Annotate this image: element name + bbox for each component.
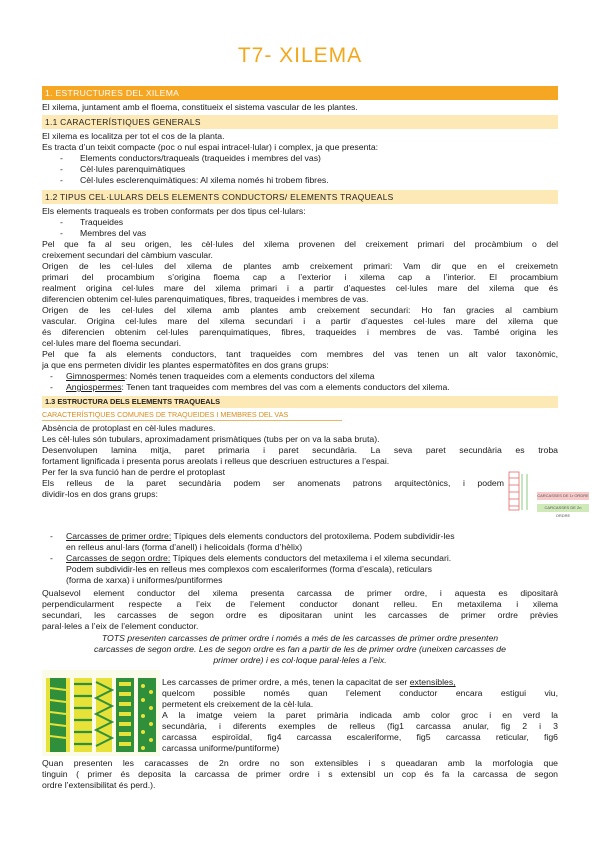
text-line: Per fer la sva funció han de perdre el protoplast [42, 467, 226, 477]
term: Carcasses de segon ordre: [66, 553, 171, 563]
text-line: paral·leles a l’eix de l’element conductor. [42, 621, 199, 631]
text-line: vascular. Origina cel·lules mare del xilema secundari i a partir d’aquestes cel·lules mare del xilema que [42, 316, 558, 326]
italic-note: TOTS presenten carcasses de primer ordre i només a més de les carcasses de primer ordre presenten [101, 633, 499, 643]
term: Gimnospermes [66, 371, 125, 381]
text-line: Quan presenten les caracasses de 2n ordre no son extensibles i s queadaran amb la morfologia que [42, 758, 558, 768]
text-line: secundari, les carcasses de segon ordre es dipositaran unint les carcasses de primer ordre prèvies [42, 610, 558, 620]
term-desc: : Tenen tant traqueides com membres del vas com a elements conductors del xilema. [121, 382, 450, 392]
text-line: carcassa espiroïdal, fig4 carcassa escaleriforme, fig5 carcassa reticular, fig6 [162, 732, 558, 742]
bullet-dash: - [60, 228, 63, 238]
section-1-intro: El xilema, juntament amb el floema, constitueix el sistema vascular de les plantes. [42, 102, 358, 112]
bullet-item: Cèl·lules parenquimàtiques [80, 164, 186, 174]
text-line: tinguin ( primer és deposita la carcassa de primer ordre i s extensibl un cop és fa la carcassa de segon [42, 769, 558, 779]
text-line: permetent els creixement de la cèl·lula. [162, 699, 314, 709]
bullet-dash: - [60, 153, 63, 163]
italic-note: carcasses de segon ordre. Les de segon ordre es fan a partir de les de primer ordre (uneixen carcasses de [94, 644, 506, 654]
section-1-heading: 1. ESTRUCTURES DEL XILEMA [42, 86, 558, 100]
section-1-3-heading: 1.3 ESTRUCTURA DELS ELEMENTS TRAQUEALS [42, 396, 558, 408]
text-line: Pel que fa als elements conductors, tant traqueides com membres del vas tenen un alt valor taxonòmic, [42, 349, 558, 359]
text-line: secundària, i diferents exemples de relleus (fig1 carcassa anular, fig 2 i 3 [162, 721, 558, 731]
text-line: cel·lules mare del floema secundari. [42, 338, 182, 348]
bullet-item: Elements conductors/traqueals (traqueides i membres del vas) [80, 153, 321, 163]
term-desc: : Només tenen traqueides com a elements conductors del xilema [124, 371, 375, 381]
text-line: Origen de les cel·lules del xilema de plantes amb creixement primari: Vam dir que en el creixemetn [42, 261, 558, 271]
page-title: T7- XILEMA [237, 44, 363, 67]
text-line: Absència de protoplast en cèl·lules madures. [42, 423, 216, 433]
text-line: fortament lignificada i presenta porus areolats i relleus que descriuen estructures a l’espai. [42, 456, 390, 466]
text-line: Origen de les cel·lules del xilema amb plantes amb creixement secundari: Ho fan gracies al cambium [42, 305, 558, 315]
text-line: creixement secundari del càmbium vascular. [42, 250, 213, 260]
term-desc: Típiques dels elements conductors del protoxilema. Podem subdividir-les [171, 531, 455, 541]
bullet-item: Membres del vas [80, 228, 147, 238]
term: Carcasses de primer ordre: [66, 531, 172, 541]
group-angiosperms [66, 382, 450, 393]
text-line: ja que ens permeten dividir les plantes espermatòfites en dos grans grups: [42, 360, 329, 370]
text-line: perpendicularment respecte a l’eix de l’element conductor donant relleu. En metaxilema i xilema [42, 599, 558, 609]
text-line: A la imatge veiem la paret primària indicada amb color groc i en verd la [162, 710, 558, 720]
term-desc: Típiques dels elements conductors del metaxilema i el xilema secundari. [170, 553, 452, 563]
bullet-dash: - [60, 175, 63, 185]
term-extensible: extensibles, [409, 677, 456, 687]
text-line: quelcom possible només quan l’element conductor encara estigui viu, [162, 688, 558, 698]
bullet-dash: - [50, 531, 53, 541]
text-line [162, 677, 558, 688]
bullet-item: Traqueides [80, 217, 124, 227]
text-line: Les cèl·lules són tubulars, aproximadament prismàtiques (tubs per on va la saba bruta). [42, 434, 380, 444]
bullet-dash: - [50, 371, 53, 381]
bullet-item: Cèl·lules esclerenquimàtiques: Al xilema només hi trobem fibres. [80, 175, 329, 185]
text-line: Es tracta d’un teixit compacte (poc o nul espai intracel·lular) i complex, ja que presenta: [42, 142, 379, 152]
bullet-dash: - [60, 164, 63, 174]
text-line: dividir-los en dos grans grups: [42, 489, 158, 499]
text-line: (forma de xarxa) i uniformes/puntiformes [66, 575, 223, 585]
bullet-dash: - [50, 382, 53, 392]
text-line: Podem subdividir-les en relleus mes complexos com escaleriformes (forma d’escala), reticulars [66, 564, 432, 574]
group-gymnosperms [66, 371, 375, 382]
sticker-second-order: CARCASSES DE 2n ORDRE [537, 504, 589, 512]
text-line: en relleus anul·lars (forma d’anell) i helicoidals (forma d’hèlix) [66, 542, 303, 552]
italic-note: primer ordre) i es col·loque paral·leles a l’eix. [213, 655, 387, 665]
section-1-3-subheading: CARACTERÍSTIQUES COMUNES DE TRAQUEIDES I MEMBRES DEL VAS [42, 410, 342, 421]
carcass-diagram-image [505, 470, 535, 512]
term: Angiospermes [66, 382, 122, 392]
text-line: El xilema es localitza per tot el cos de la planta. [42, 131, 225, 141]
sticker-first-order: CARCASSES DE 1r ORDRE [537, 493, 589, 498]
bullet-dash: - [60, 217, 63, 227]
text-line: Pel que fa al seu origen, les cèl·lules del xilema provenen del creixement primari del procàmbium o del [42, 239, 558, 249]
second-order-item [66, 553, 451, 564]
text-line: Els elements traqueals es troben conformats per dos tipus cel·lulars: [42, 206, 306, 216]
first-order-item [66, 531, 455, 542]
text-line: Desenvolupen lamina mitja, paret primaria i paret secundària. La seva paret secundària es troba [42, 445, 558, 455]
text-line: diferencien obtenim cel·lules parenquimatiques, fibres, traqueides i membres de vas. [42, 294, 369, 304]
text-line: és diferencien obtenim cel·lules parenquimatiques, fibres, traqueides i membres de vas. També origina les [42, 327, 558, 337]
text-line: carcassa uniforme/puntiforme) [162, 743, 280, 753]
text-segment: Les carcasses de primer ordre, a més, tenen la capacitat de ser [162, 677, 410, 687]
tracheary-elements-figure [42, 670, 160, 756]
text-line: realment origina cel·lules mare del xilema primari i a partir d’aquestes cel·lules mare del xilema que és [42, 283, 558, 293]
text-line: primari del procambium s’origina floema cap a l’exterior i xilema cap a l’interior. El procambium [42, 272, 558, 282]
text-line: Els relleus de la paret secundària podem ser anomenats patrons arquitectònics, i podem [42, 478, 504, 488]
text-line: Qualsevol element conductor del xilema presenta carcassa de primer ordre, i aquesta es dipositarà [42, 588, 558, 598]
section-1-2-heading: 1.2 TIPUS CEL·LULARS DELS ELEMENTS CONDUCTORS/ ELEMENTS TRAQUEALS [42, 190, 558, 204]
bullet-dash: - [50, 553, 53, 563]
section-1-1-heading: 1.1 CARACTERÍSTIQUES GENERALS [42, 115, 558, 129]
text-line: ordre l’extensibilitat és perd.). [42, 780, 156, 790]
